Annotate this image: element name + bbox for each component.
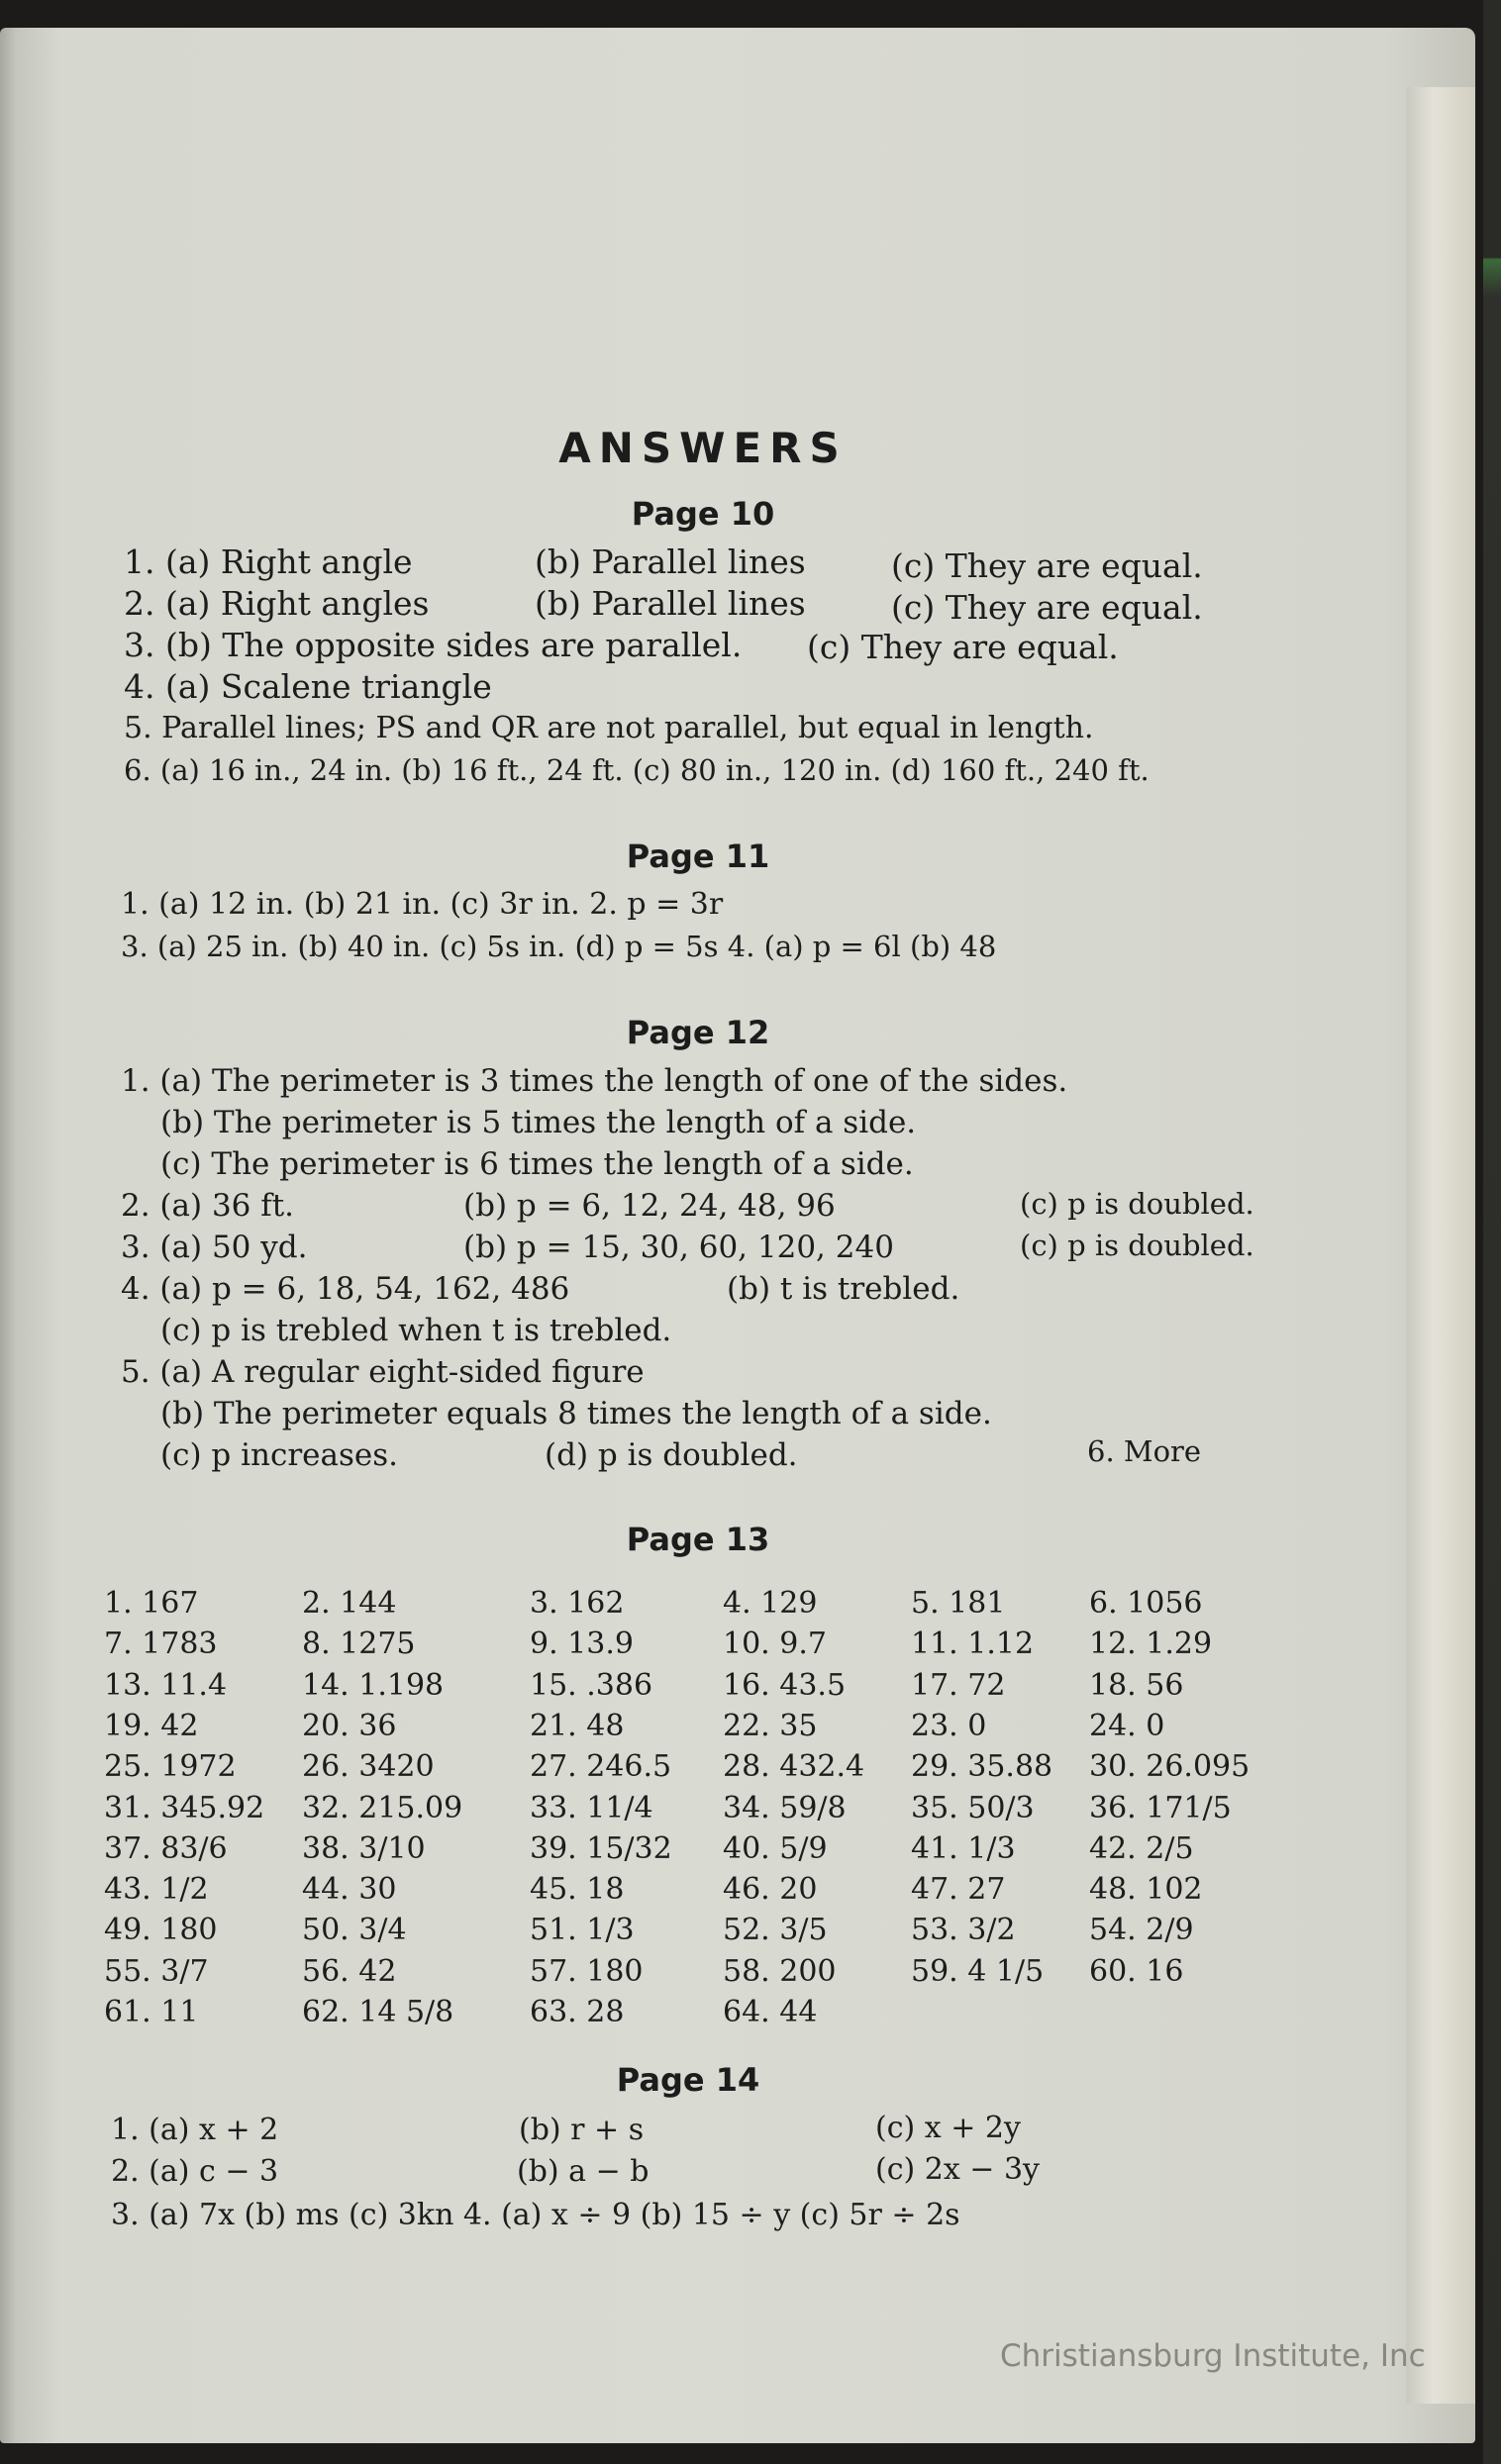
answer-line: 6. More (1087, 1434, 1202, 1468)
answer-line: 1. (a) The perimeter is 3 times the length of one of the sides. (121, 1063, 1068, 1099)
answer-line: 2. (a) c − 3 (111, 2154, 279, 2189)
answer-line: 4. (a) Scalene triangle (124, 667, 492, 706)
answer-cell: 16. 43.5 (723, 1668, 847, 1703)
answer-cell: 8. 1275 (302, 1626, 416, 1661)
answer-line: 5. (a) A regular eight-sided figure (121, 1354, 645, 1390)
answer-cell: 64. 44 (723, 1995, 818, 2029)
answer-cell: 7. 1783 (104, 1626, 218, 1661)
answer-line: (c) They are equal. (891, 546, 1203, 585)
answer-line: (b) t is trebled. (727, 1271, 960, 1307)
answer-cell: 2. 144 (302, 1586, 397, 1621)
answer-line: (c) They are equal. (891, 588, 1203, 627)
answer-cell: 57. 180 (530, 1954, 644, 1989)
answer-cell: 50. 3/4 (302, 1913, 407, 1947)
answer-line: 5. Parallel lines; PS and QR are not parallel, but equal in length. (124, 711, 1094, 745)
answer-cell: 36. 171/5 (1089, 1791, 1232, 1825)
answer-line: (b) a − b (517, 2154, 650, 2189)
answer-line: (b) The perimeter equals 8 times the length of a side. (160, 1396, 992, 1431)
answer-cell: 30. 26.095 (1089, 1749, 1251, 1784)
answer-cell: 48. 102 (1089, 1872, 1203, 1907)
answer-line: (b) Parallel lines (535, 542, 806, 581)
answer-line: 2. (a) Right angles (124, 584, 430, 623)
answer-cell: 55. 3/7 (104, 1954, 209, 1989)
answer-cell: 43. 1/2 (104, 1872, 209, 1907)
section-heading-page-12: Page 12 (626, 1014, 770, 1051)
answer-cell: 6. 1056 (1089, 1586, 1203, 1621)
section-heading-page-13: Page 13 (626, 1521, 770, 1558)
answer-line: (c) 2x − 3y (875, 2152, 1040, 2187)
answer-cell: 38. 3/10 (302, 1831, 426, 1866)
answer-cell: 22. 35 (723, 1709, 818, 1743)
answer-cell: 39. 15/32 (530, 1831, 672, 1866)
book-cover-edge (1483, 0, 1501, 2464)
answer-line: (b) Parallel lines (535, 584, 806, 623)
answer-line: 1. (a) x + 2 (111, 2113, 279, 2147)
answer-line: (c) p is doubled. (1020, 1187, 1254, 1221)
answer-cell: 52. 3/5 (723, 1913, 828, 1947)
answer-cell: 27. 246.5 (530, 1749, 672, 1784)
answer-cell: 4. 129 (723, 1586, 818, 1621)
answer-cell: 33. 11/4 (530, 1791, 653, 1825)
answer-cell: 10. 9.7 (723, 1626, 827, 1661)
answer-cell: 45. 18 (530, 1872, 625, 1907)
answer-cell: 18. 56 (1089, 1668, 1184, 1703)
answer-cell: 49. 180 (104, 1913, 218, 1947)
answer-line: (b) The perimeter is 5 times the length of a side. (160, 1105, 917, 1140)
watermark-text: Christiansburg Institute, Inc (1000, 2338, 1426, 2374)
answer-cell: 60. 16 (1089, 1954, 1184, 1989)
answer-cell: 29. 35.88 (911, 1749, 1053, 1784)
answer-line: 4. (a) p = 6, 18, 54, 162, 486 (121, 1271, 570, 1307)
section-heading-page-10: Page 10 (631, 495, 775, 533)
answer-line: (b) r + s (519, 2113, 645, 2147)
answer-cell: 34. 59/8 (723, 1791, 847, 1825)
answer-cell: 17. 72 (911, 1668, 1006, 1703)
answer-cell: 5. 181 (911, 1586, 1006, 1621)
answer-cell: 44. 30 (302, 1872, 397, 1907)
answer-cell: 41. 1/3 (911, 1831, 1016, 1866)
answer-line: (c) They are equal. (807, 628, 1119, 666)
answer-cell: 58. 200 (723, 1954, 837, 1989)
answer-cell: 32. 215.09 (302, 1791, 463, 1825)
section-heading-page-11: Page 11 (626, 838, 770, 875)
answer-cell: 35. 50/3 (911, 1791, 1035, 1825)
answer-cell: 40. 5/9 (723, 1831, 828, 1866)
answer-cell: 9. 13.9 (530, 1626, 634, 1661)
answer-cell: 47. 27 (911, 1872, 1006, 1907)
answer-cell: 56. 42 (302, 1954, 397, 1989)
answer-line: (d) p is doubled. (545, 1437, 798, 1473)
answer-line: (c) p increases. (160, 1437, 399, 1473)
answer-line: (b) p = 15, 30, 60, 120, 240 (463, 1230, 894, 1265)
answer-line: (b) p = 6, 12, 24, 48, 96 (463, 1188, 836, 1224)
answer-cell: 1. 167 (104, 1586, 199, 1621)
page-edge (1406, 87, 1475, 2404)
answer-cell: 26. 3420 (302, 1749, 435, 1784)
section-heading-page-14: Page 14 (616, 2061, 760, 2099)
answer-cell: 15. .386 (530, 1668, 653, 1703)
answer-cell: 3. 162 (530, 1586, 625, 1621)
answer-cell: 31. 345.92 (104, 1791, 265, 1825)
answer-line: (c) The perimeter is 6 times the length of a side. (160, 1146, 914, 1182)
answer-cell: 24. 0 (1089, 1709, 1165, 1743)
answer-cell: 62. 14 5/8 (302, 1995, 454, 2029)
answer-line: 1. (a) 12 in. (b) 21 in. (c) 3r in. 2. p = 3r (121, 887, 724, 922)
answer-cell: 53. 3/2 (911, 1913, 1016, 1947)
answer-cell: 42. 2/5 (1089, 1831, 1194, 1866)
answer-cell: 14. 1.198 (302, 1668, 445, 1703)
book-page (0, 28, 1475, 2443)
answer-cell: 25. 1972 (104, 1749, 237, 1784)
answer-cell: 21. 48 (530, 1709, 625, 1743)
answer-line: 3. (a) 7x (b) ms (c) 3kn 4. (a) x ÷ 9 (b) 15 ÷ y (c) 5r ÷ 2s (111, 2198, 960, 2232)
answer-cell: 28. 432.4 (723, 1749, 865, 1784)
page-title: ANSWERS (558, 424, 848, 472)
answer-line: 3. (a) 50 yd. (121, 1230, 308, 1265)
answer-cell: 20. 36 (302, 1709, 397, 1743)
answer-line: (c) p is doubled. (1020, 1229, 1254, 1262)
answer-cell: 12. 1.29 (1089, 1626, 1213, 1661)
answer-cell: 11. 1.12 (911, 1626, 1035, 1661)
answer-cell: 59. 4 1/5 (911, 1954, 1045, 1989)
answer-line: 3. (b) The opposite sides are parallel. (124, 626, 743, 664)
answer-cell: 63. 28 (530, 1995, 625, 2029)
answer-cell: 19. 42 (104, 1709, 199, 1743)
answer-cell: 37. 83/6 (104, 1831, 228, 1866)
answer-cell: 46. 20 (723, 1872, 818, 1907)
answer-line: 2. (a) 36 ft. (121, 1188, 295, 1224)
answer-cell: 23. 0 (911, 1709, 987, 1743)
answer-line: (c) p is trebled when t is trebled. (160, 1313, 672, 1348)
answer-cell: 54. 2/9 (1089, 1913, 1194, 1947)
answer-line: 1. (a) Right angle (124, 542, 413, 581)
answer-line: (c) x + 2y (875, 2111, 1021, 2145)
answer-line: 3. (a) 25 in. (b) 40 in. (c) 5s in. (d) p = 5s 4. (a) p = 6l (b) 48 (121, 930, 997, 963)
answer-cell: 13. 11.4 (104, 1668, 228, 1703)
answer-cell: 61. 11 (104, 1995, 199, 2029)
answer-cell: 51. 1/3 (530, 1913, 635, 1947)
answer-line: 6. (a) 16 in., 24 in. (b) 16 ft., 24 ft. (c) 80 in., 120 in. (d) 160 ft., 240 ft. (124, 753, 1150, 787)
